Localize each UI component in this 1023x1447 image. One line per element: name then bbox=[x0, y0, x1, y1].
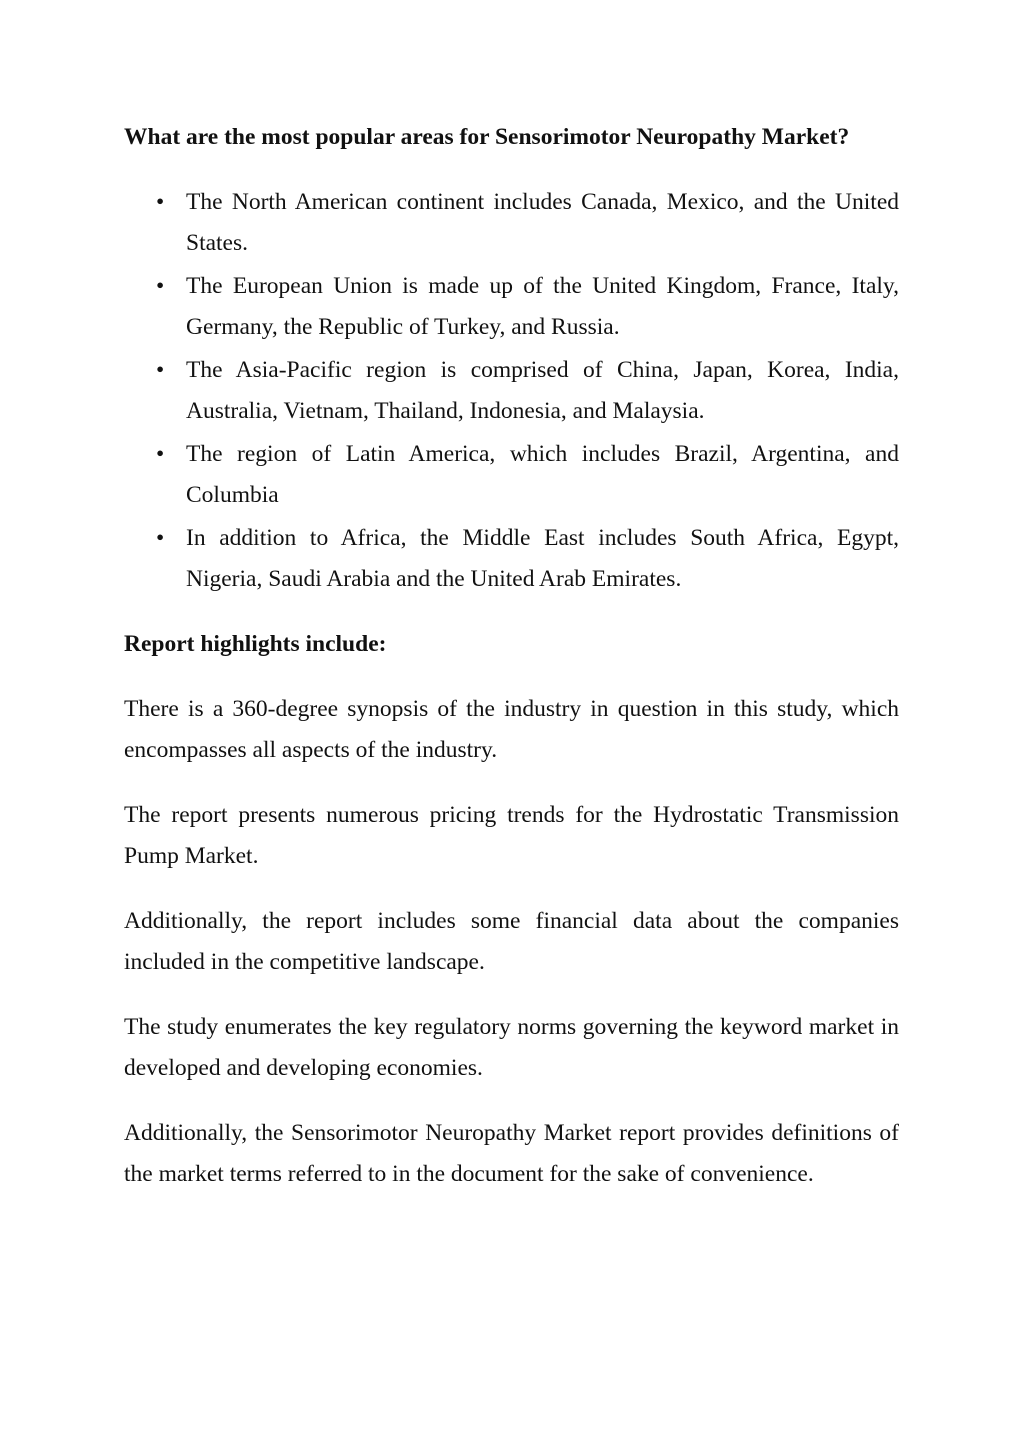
bullet-icon: • bbox=[156, 273, 165, 299]
list-item bbox=[124, 350, 899, 432]
paragraph-definitions: Additionally, the Sensorimotor Neuropathy Market report provides definitions of the market terms referred to in the document for the sake of convenience. bbox=[124, 1120, 899, 1187]
paragraph-financial-data: Additionally, the report includes some financial data about the companies included in the competitive landscape. bbox=[124, 908, 899, 975]
paragraph-pricing-trends: The report presents numerous pricing trends for the Hydrostatic Transmission Pump Market. bbox=[124, 802, 899, 869]
bullet-icon: • bbox=[156, 189, 165, 215]
list-item bbox=[124, 434, 899, 516]
list-item bbox=[124, 182, 899, 264]
list-item bbox=[124, 266, 899, 348]
section-heading-report-highlights: Report highlights include: bbox=[124, 631, 387, 657]
list-item-text: The European Union is made up of the United Kingdom, France, Italy, Germany, the Republic of Turkey, and Russia. bbox=[186, 273, 899, 340]
bullet-icon: • bbox=[156, 441, 165, 467]
regions-list bbox=[124, 182, 899, 600]
list-item-text: The North American continent includes Canada, Mexico, and the United States. bbox=[186, 189, 899, 256]
list-item bbox=[124, 518, 899, 600]
list-item-text: The Asia-Pacific region is comprised of China, Japan, Korea, India, Australia, Vietnam, Thailand, Indonesia, and Malaysia. bbox=[186, 357, 899, 424]
bullet-icon: • bbox=[156, 357, 165, 383]
list-item-text: In addition to Africa, the Middle East includes South Africa, Egypt, Nigeria, Saudi Arabia and the United Arab Emirates. bbox=[186, 525, 899, 592]
list-item-text: The region of Latin America, which includes Brazil, Argentina, and Columbia bbox=[186, 441, 899, 508]
paragraph-synopsis: There is a 360-degree synopsis of the industry in question in this study, which encompasses all aspects of the industry. bbox=[124, 696, 899, 763]
document-page bbox=[124, 117, 899, 1219]
paragraph-regulatory-norms: The study enumerates the key regulatory norms governing the keyword market in developed and developing economies. bbox=[124, 1014, 899, 1081]
section-heading-popular-areas: What are the most popular areas for Sensorimotor Neuropathy Market? bbox=[124, 124, 850, 150]
bullet-icon: • bbox=[156, 525, 165, 551]
